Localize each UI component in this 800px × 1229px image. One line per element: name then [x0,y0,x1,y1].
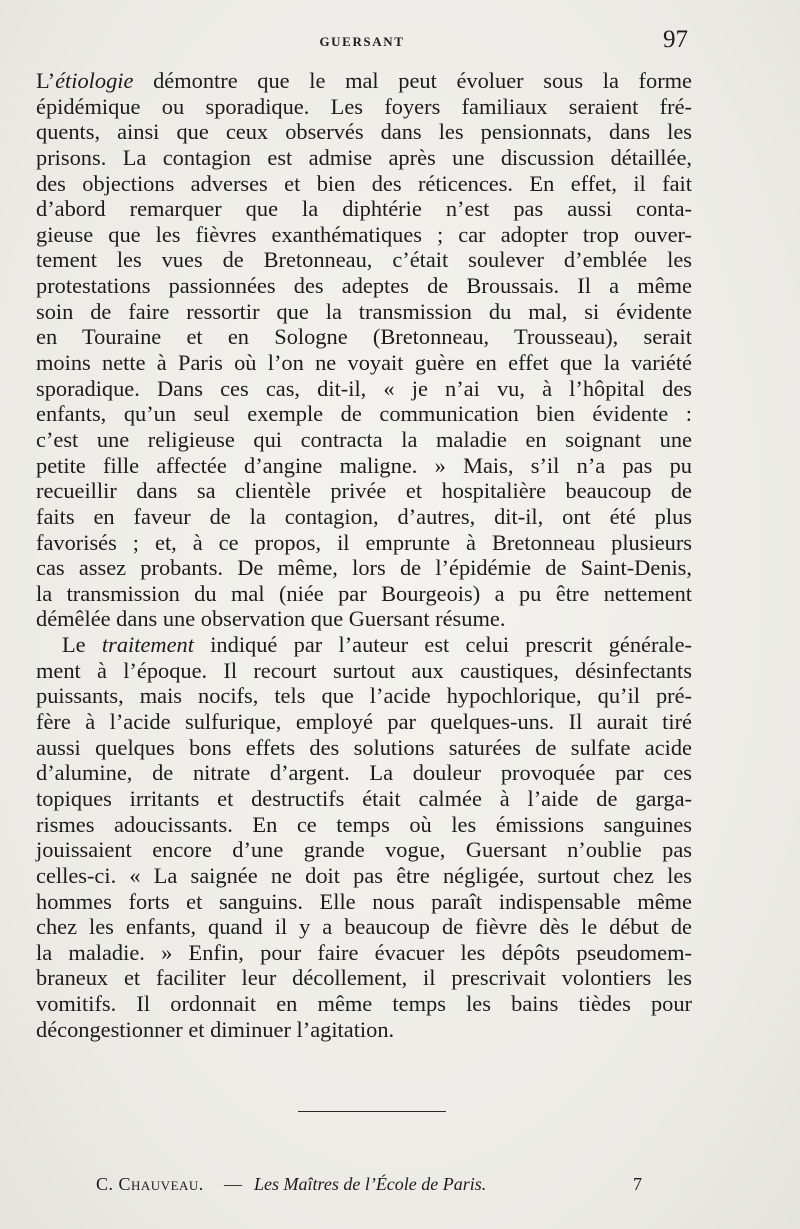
italic-term: étiologie [55,68,134,93]
text-line: ment à l’époque. Il recourt surtout aux caustiques, désinfectants [36,657,692,683]
text-segment: démontre que le mal peut évoluer sous la forme [133,68,692,93]
text-segment: indiqué par l’auteur est celui prescrit générale- [193,632,692,658]
text-line: celles-ci. « La saignée ne doit pas être négligée, surtout chez les [36,862,692,888]
text-line: épidémique ou sporadique. Les foyers familiaux seraient fré- [36,93,692,119]
footer-book-title: Les Maîtres de l’École de Paris. [254,1174,487,1194]
text-line [36,632,692,658]
page-number: 97 [663,26,688,53]
text-line: braneux et faciliter leur décollement, il prescrivait volontiers les [36,965,692,991]
text-line: cas assez probants. De même, lors de l’épidémie de Saint-Denis, [36,555,692,581]
text-line: favorisés ; et, à ce propos, il emprunte à Bretonneau plusieurs [36,529,692,555]
page-footer [96,1174,642,1198]
text-line: décongestionner et diminuer l’agitation. [36,1016,395,1042]
text-line: faits en faveur de la contagion, d’autres, dit-il, ont été plus [36,503,692,529]
end-rule [298,1111,446,1112]
footer-signature-mark: 7 [633,1174,642,1194]
text-line: sporadique. Dans ces cas, dit-il, « je n’ai vu, à l’hôpital des [36,375,692,401]
text-line: petite fille affectée d’angine maligne. » Mais, s’il n’a pas pu [36,452,692,478]
text-line: protestations passionnées des adeptes de Broussais. Il a même [36,273,692,299]
text-line: hommes forts et sanguins. Elle nous paraît indispensable même [36,888,692,914]
text-line: gieuse que les fièvres exanthématiques ; car adopter trop ouver- [36,221,692,247]
text-segment: Le [62,632,102,658]
text-line: prisons. La contagion est admise après une discussion détaillée, [36,144,692,170]
text-line: recueillir dans sa clientèle privée et hospitalière beaucoup de [36,478,692,504]
text-line: puissants, mais nocifs, tels que l’acide hypochlorique, qu’il pré- [36,683,692,709]
text-line: vomitifs. Il ordonnait en même temps les bains tièdes pour [36,991,692,1017]
text-line: en Touraine et en Sologne (Bretonneau, Trousseau), serait [36,324,692,350]
text-line: d’abord remarquer que la diphtérie n’est pas aussi conta- [36,196,692,222]
text-line: démêlée dans une observation que Guersant résume. [36,606,506,632]
text-line: des objections adverses et bien des réticences. En effet, il fait [36,170,692,196]
running-head [36,26,688,54]
running-title: GUERSANT [319,34,405,49]
text-line: topiques irritants et destructifs était calmée à l’aide de garga- [36,785,692,811]
text-line: soin de faire ressortir que la transmission du mal, si évidente [36,298,692,324]
text-line: la maladie. » Enfin, pour faire évacuer les dépôts pseudomem- [36,939,692,965]
text-line: d’alumine, de nitrate d’argent. La douleur provoquée par ces [36,760,692,786]
footer-author: C. Chauveau. [96,1174,204,1194]
text-line: aussi quelques bons effets des solutions saturées de sulfate acide [36,734,692,760]
text-line: c’est une religieuse qui contracta la maladie en soignant une [36,426,692,452]
italic-term: traitement [101,632,194,658]
text-line: enfants, qu’un seul exemple de communication bien évidente : [36,401,692,427]
body-text [36,68,692,1042]
text-line: rismes adoucissants. En ce temps où les émissions sanguines [36,811,692,837]
text-line: quents, ainsi que ceux observés dans les pensionnats, dans les [36,119,692,145]
text-line: jouissaient encore d’une grande vogue, Guersant n’oublie pas [36,837,692,863]
text-segment: L’ [36,68,56,93]
text-line: fère à l’acide sulfurique, employé par quelques-uns. Il aurait tiré [36,709,692,735]
footer-dash: — [224,1174,242,1194]
text-line: tement les vues de Bretonneau, c’était soulever d’emblée les [36,247,692,273]
text-line [36,68,692,94]
text-line: la transmission du mal (niée par Bourgeois) a pu être nettement [36,580,692,606]
text-line: moins nette à Paris où l’on ne voyait guère en effet que la variété [36,350,692,376]
text-line: chez les enfants, quand il y a beaucoup de fièvre dès le début de [36,914,692,940]
